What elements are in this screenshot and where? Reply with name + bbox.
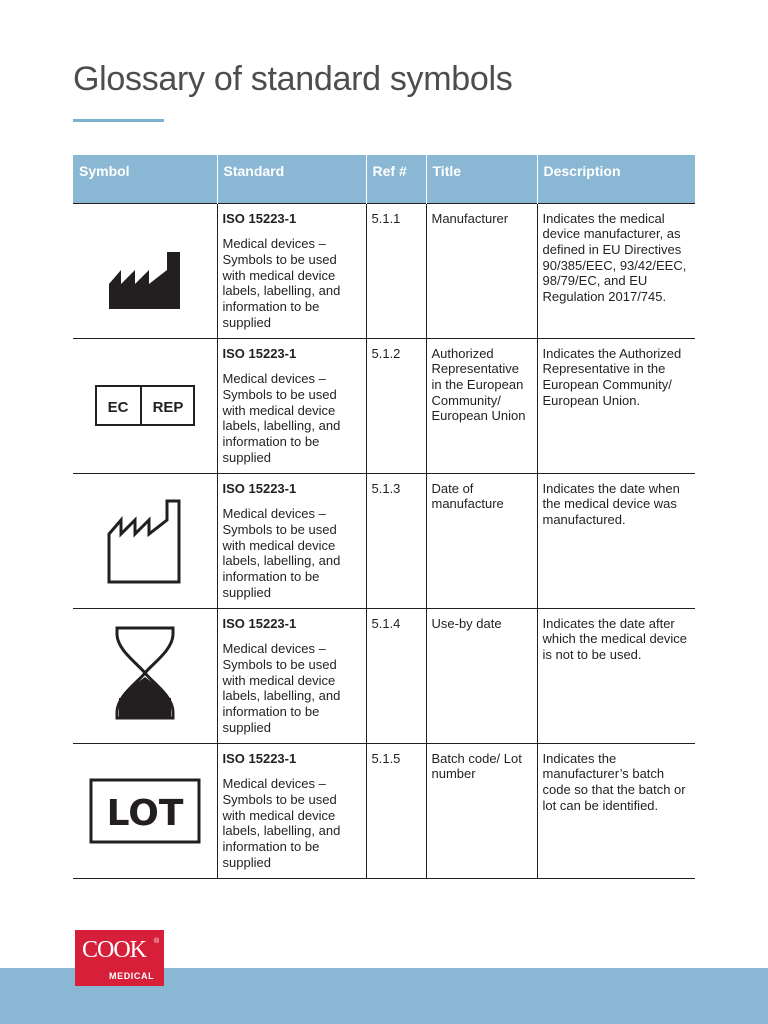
ec-rep-left-text: EC — [107, 398, 129, 416]
description-cell: Indicates the medical device manufacturer, as defined in EU Directives 90/385/EEC, 93/42/EEC, 98/79/EC, and EU Regulation 2017/745. — [537, 203, 695, 338]
description-cell: Indicates the date when the medical device was manufactured. — [537, 473, 695, 608]
standard-description: Medical devices – Symbols to be used with medical device labels, labelling, and information to be supplied — [222, 236, 341, 330]
table-row — [73, 608, 695, 743]
ref-cell: 5.1.5 — [366, 743, 426, 878]
table-row — [73, 203, 695, 338]
standard-name: ISO 15223-1 — [222, 345, 297, 361]
standard-cell — [217, 608, 366, 743]
symbol-cell — [73, 608, 217, 743]
manufacturer-icon — [95, 226, 195, 316]
lot-icon — [89, 778, 201, 844]
symbol-cell — [73, 473, 217, 608]
standard-name: ISO 15223-1 — [222, 750, 297, 766]
ref-cell: 5.1.2 — [366, 338, 426, 473]
table-row — [73, 473, 695, 608]
title-cell: Authorized Representative in the European Community/ European Union — [426, 338, 537, 473]
standard-description: Medical devices – Symbols to be used with medical device labels, labelling, and information to be supplied — [222, 776, 341, 870]
symbol-cell — [73, 338, 217, 473]
lot-text: LOT — [106, 792, 184, 834]
header-symbol: Symbol — [73, 155, 217, 203]
title-cell: Manufacturer — [426, 203, 537, 338]
table-row — [73, 338, 695, 473]
description-cell: Indicates the date after which the medical device is not to be used. — [537, 608, 695, 743]
standard-cell — [217, 203, 366, 338]
standard-description: Medical devices – Symbols to be used with medical device labels, labelling, and information to be supplied — [222, 371, 341, 465]
description-cell: Indicates the Authorized Representative in the European Community/ European Union. — [537, 338, 695, 473]
hourglass-icon — [110, 626, 180, 726]
title-cell: Date of manufacture — [426, 473, 537, 608]
logo-subtitle: MEDICAL — [109, 971, 155, 981]
standard-cell — [217, 473, 366, 608]
table-header-row — [73, 155, 695, 203]
header-ref: Ref # — [366, 155, 426, 203]
header-description: Description — [537, 155, 695, 203]
header-title: Title — [426, 155, 537, 203]
standard-description: Medical devices – Symbols to be used with medical device labels, labelling, and information to be supplied — [222, 506, 341, 600]
ec-rep-icon — [95, 384, 195, 428]
standard-cell — [217, 743, 366, 878]
symbol-cell — [73, 743, 217, 878]
logo-name: COOK — [82, 937, 147, 963]
logo-registered-mark: ® — [154, 938, 160, 945]
page-title: Glossary of standard symbols — [73, 60, 513, 98]
ref-cell: 5.1.1 — [366, 203, 426, 338]
cook-medical-logo — [75, 930, 164, 986]
description-cell: Indicates the manufacturer’s batch code so that the batch or lot can be identified. — [537, 743, 695, 878]
standard-cell — [217, 338, 366, 473]
date-of-manufacture-icon — [95, 496, 195, 586]
ref-cell: 5.1.4 — [366, 608, 426, 743]
standard-name: ISO 15223-1 — [222, 615, 297, 631]
standard-description: Medical devices – Symbols to be used with medical device labels, labelling, and information to be supplied — [222, 641, 341, 735]
title-underline — [73, 119, 164, 122]
ec-rep-right-text: REP — [152, 398, 184, 416]
title-cell: Batch code/ Lot number — [426, 743, 537, 878]
table-row — [73, 743, 695, 878]
standard-name: ISO 15223-1 — [222, 480, 297, 496]
ref-cell: 5.1.3 — [366, 473, 426, 608]
standard-name: ISO 15223-1 — [222, 210, 297, 226]
title-cell: Use-by date — [426, 608, 537, 743]
header-standard: Standard — [217, 155, 366, 203]
symbol-cell — [73, 203, 217, 338]
symbols-table — [73, 155, 695, 879]
